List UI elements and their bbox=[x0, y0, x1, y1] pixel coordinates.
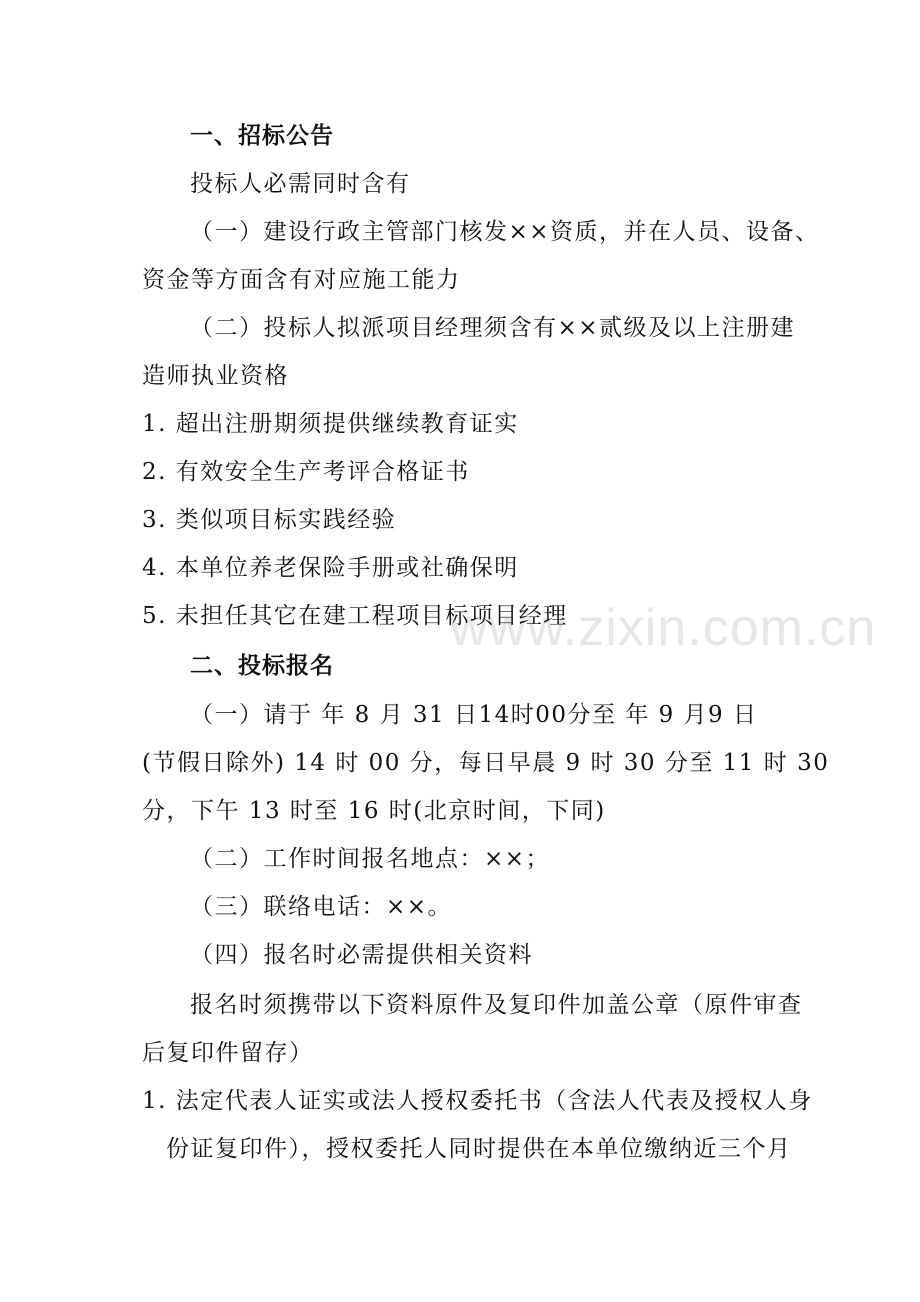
list-item: 4. 本单位养老保险手册或社确保明 bbox=[142, 555, 519, 581]
requirement-1-line-1: （一）建设行政主管部门核发××资质，并在人员、设备、 bbox=[190, 219, 820, 245]
watermark: www.zixin.com.cn bbox=[450, 599, 877, 657]
list-item: 1. 超出注册期须提供继续教育证实 bbox=[142, 411, 519, 437]
list-item: 3. 类似项目标实践经验 bbox=[142, 507, 397, 533]
requirement-2-line-1: （二）投标人拟派项目经理须含有××贰级及以上注册建 bbox=[190, 315, 796, 341]
requirement-2-line-2: 造师执业资格 bbox=[142, 363, 289, 389]
document-item-1-line-2: 份证复印件），授权委托人同时提供在本单位缴纳近三个月 bbox=[166, 1136, 792, 1162]
registration-time-line-1: （一）请于 年 8 月 31 日14时00分至 年 9 月9 日 bbox=[190, 702, 758, 728]
bring-documents-line-1: 报名时须携带以下资料原件及复印件加盖公章（原件审查 bbox=[190, 992, 803, 1018]
registration-location: （二）工作时间报名地点：××； bbox=[190, 846, 551, 872]
requirement-1-line-2: 资金等方面含有对应施工能力 bbox=[142, 267, 461, 293]
required-materials: （四）报名时必需提供相关资料 bbox=[190, 942, 533, 968]
intro-text: 投标人必需同时含有 bbox=[190, 171, 411, 197]
section-heading-1: 一、招标公告 bbox=[190, 123, 334, 149]
registration-time-line-3: 分，下午 13 时至 16 时(北京时间，下同) bbox=[142, 798, 606, 824]
registration-time-line-2: (节假日除外) 14 时 00 分，每日早晨 9 时 30 分至 11 时 30 bbox=[142, 750, 830, 776]
section-heading-2: 二、投标报名 bbox=[190, 653, 334, 679]
list-item: 2. 有效安全生产考评合格证书 bbox=[142, 459, 470, 485]
document-item-1-line-1: 1. 法定代表人证实或法人授权委托书（含法人代表及授权人身 bbox=[142, 1088, 813, 1114]
list-item: 5. 未担任其它在建工程项目标项目经理 bbox=[142, 603, 568, 629]
bring-documents-line-2: 后复印件留存） bbox=[142, 1040, 314, 1066]
contact-phone: （三）联络电话：××。 bbox=[190, 894, 453, 920]
